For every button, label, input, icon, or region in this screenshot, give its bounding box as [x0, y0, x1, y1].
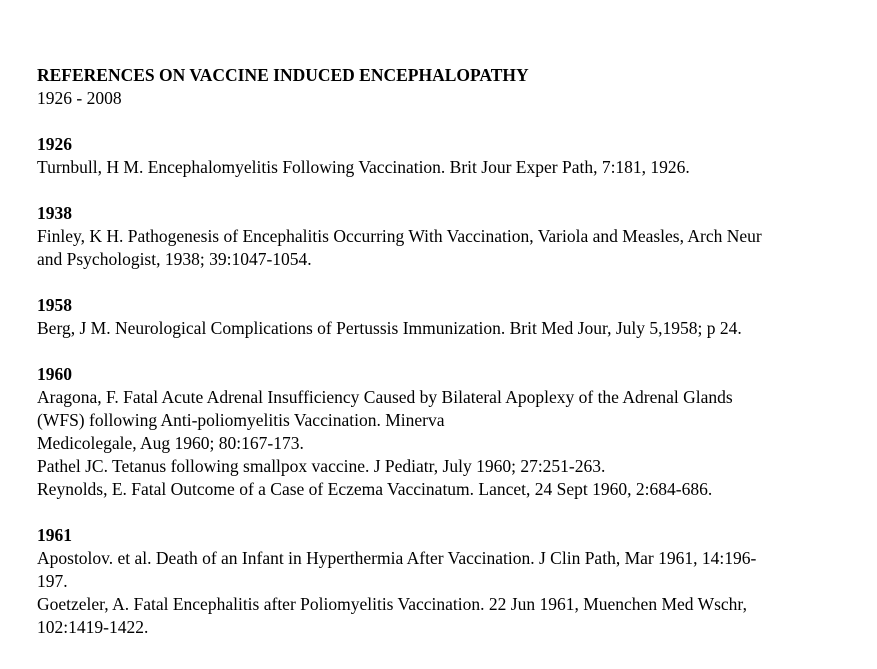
- section-1958: [37, 294, 872, 340]
- section-1960: [37, 363, 872, 501]
- reference-line: Goetzeler, A. Fatal Encephalitis after Poliomyelitis Vaccination. 22 Jun 1961, Muenchen Med Wschr,: [37, 594, 747, 614]
- year-heading: 1961: [37, 525, 72, 545]
- section-1926: [37, 133, 872, 179]
- year-heading: 1926: [37, 134, 72, 154]
- references-document: [37, 64, 872, 639]
- reference-line: Aragona, F. Fatal Acute Adrenal Insufficiency Caused by Bilateral Apoplexy of the Adrenal Glands: [37, 387, 733, 407]
- year-heading: 1938: [37, 203, 72, 223]
- reference-line: 197.: [37, 571, 68, 591]
- reference-line: Turnbull, H M. Encephalomyelitis Following Vaccination. Brit Jour Exper Path, 7:181, 1926.: [37, 157, 690, 177]
- reference-line: Reynolds, E. Fatal Outcome of a Case of Eczema Vaccinatum. Lancet, 24 Sept 1960, 2:684-686.: [37, 479, 713, 499]
- reference-line: and Psychologist, 1938; 39:1047-1054.: [37, 249, 312, 269]
- section-1961: [37, 524, 872, 639]
- year-heading: 1958: [37, 295, 72, 315]
- reference-line: Berg, J M. Neurological Complications of Pertussis Immunization. Brit Med Jour, July 5,1958; p 24.: [37, 318, 742, 338]
- reference-line: Pathel JC. Tetanus following smallpox vaccine. J Pediatr, July 1960; 27:251-263.: [37, 456, 606, 476]
- reference-line: Medicolegale, Aug 1960; 80:167-173.: [37, 433, 304, 453]
- document-subtitle: 1926 - 2008: [37, 88, 122, 108]
- reference-line: Finley, K H. Pathogenesis of Encephalitis Occurring With Vaccination, Variola and Measles, Arch Neur: [37, 226, 762, 246]
- reference-line: (WFS) following Anti-poliomyelitis Vaccination. Minerva: [37, 410, 445, 430]
- year-heading: 1960: [37, 364, 72, 384]
- document-title: REFERENCES ON VACCINE INDUCED ENCEPHALOPATHY: [37, 65, 529, 85]
- reference-line: Apostolov. et al. Death of an Infant in Hyperthermia After Vaccination. J Clin Path, Mar 1961, 14:196-: [37, 548, 757, 568]
- reference-line: 102:1419-1422.: [37, 617, 149, 637]
- section-1938: [37, 202, 872, 271]
